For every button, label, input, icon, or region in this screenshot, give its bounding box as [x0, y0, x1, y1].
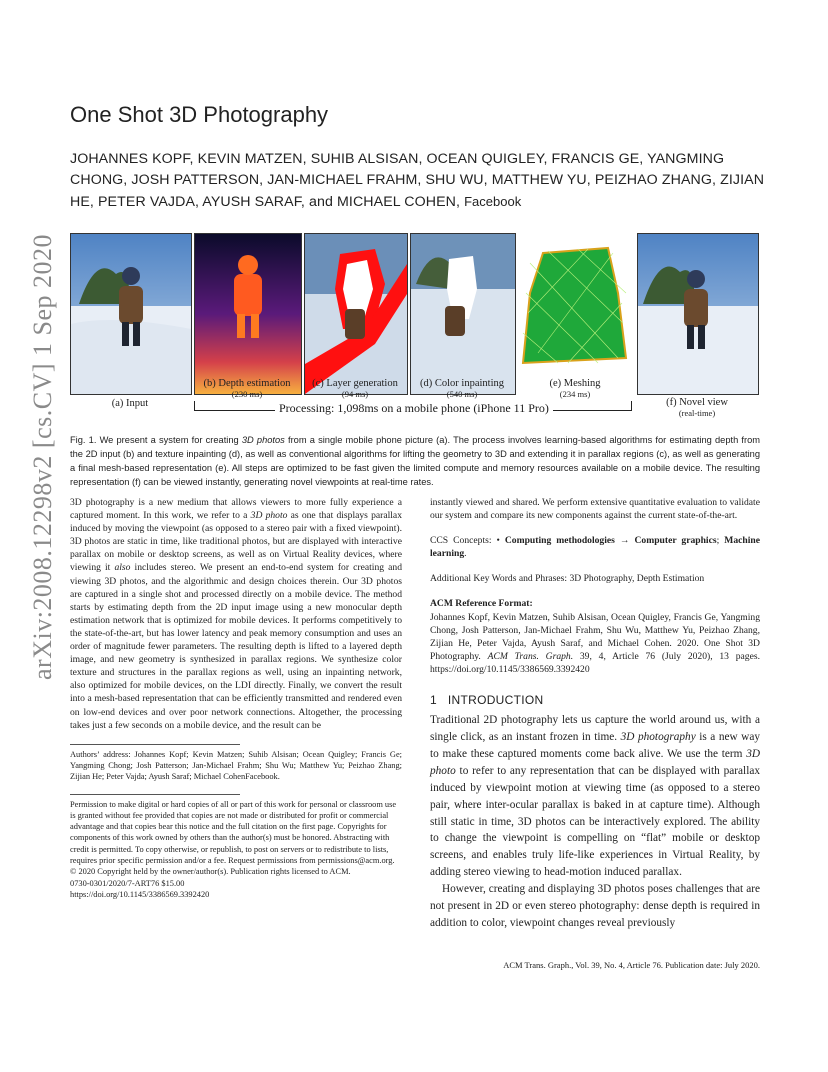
processing-label: Processing: 1,098ms on a mobile phone (iPhone 11 Pro): [275, 401, 553, 416]
caption-inpainting: [410, 378, 514, 399]
caption-input: (a) Input: [111, 398, 149, 409]
caption-layers: [304, 378, 406, 399]
abstract-text-3: includes stereo. We present an end-to-end system for creating and viewing 3D photos, and the algorithmic and design choices therein. Our 3D photos are captured in a single shot and processed directly on a mobile device. The method starts by estimating depth from the 2D input image using a new monocular depth estimation network that is optimized for mobile devices. It performs competitively to the state-of-the-art, but has lower latency and peak memory consumption and uses an order of magnitude fewer parameters. The resulting depth is lifted to a layered depth image, and new geometry is synthesized in parallax regions. We synthesize color texture and structures in the parallax regions as well, using an inpainting network, also optimized for mobile devices, on the LDI directly. Finally, we convert the result into a mesh-based representation that can be efficiently transmitted and rendered even on low-end devices and over poor network connections. Altogether, the processing takes just a few seconds on a mobile device, and the result can be: [70, 562, 403, 731]
figure-panel-meshing: [518, 233, 632, 393]
caption-meshing-time: (234 ms): [559, 389, 591, 399]
figure-panel-input: [70, 233, 192, 395]
caption-novel-view: [637, 397, 757, 418]
figure-panel-novel-view: [637, 233, 759, 395]
figure-caption-prefix: Fig. 1. We present a system for creating: [70, 435, 242, 445]
intro-paragraph-2: However, creating and displaying 3D photos poses challenges that are not present in 2D or even stereo photography: dense depth is required in addition to color, viewpoint changes reveal previously: [430, 883, 760, 929]
caption-inpainting-time: (540 ms): [446, 389, 478, 399]
caption-inpainting-label: (d) Color inpainting: [420, 378, 504, 389]
author-list: [70, 149, 765, 213]
figure-caption-em: 3D photos: [241, 435, 285, 445]
keywords: Additional Key Words and Phrases: 3D Photography, Depth Estimation: [430, 573, 705, 585]
page-footer: ACM Trans. Graph., Vol. 39, No. 4, Article 76. Publication date: July 2020.: [503, 960, 760, 970]
caption-depth-label: (b) Depth estimation: [203, 378, 291, 389]
section-heading-introduction: [430, 694, 760, 707]
intro-text-1: Traditional 2D photography lets us capture the world around us, with a single click, as an instant frozen in time.: [430, 714, 760, 744]
figure-caption: [70, 433, 760, 489]
figure-panel-inpainting: [410, 233, 516, 395]
right-column: [430, 496, 760, 932]
figure-panel-depth: [194, 233, 302, 395]
intro-em-1: 3D photography: [620, 731, 696, 744]
caption-depth-time: (230 ms): [231, 389, 263, 399]
acm-ref-journal: ACM Trans. Graph.: [487, 650, 574, 662]
ccs-end: .: [464, 548, 467, 560]
left-column: [70, 496, 402, 900]
ccs-label: CCS Concepts: •: [430, 535, 505, 547]
issn-line: 0730-0301/2020/7-ART76 $15.00: [70, 878, 185, 888]
figure-panel-layers: [304, 233, 408, 395]
ccs-term-1: Computing methodologies → Computer graphics: [504, 535, 717, 547]
intro-paragraph-1: [430, 712, 760, 881]
section-number: 1: [430, 693, 437, 708]
intro-em-2: 3D photo: [430, 747, 760, 777]
ccs-separator: ;: [716, 535, 725, 547]
permission-divider: [70, 794, 240, 795]
address-divider: [70, 744, 240, 745]
paper-title: One Shot 3D Photography: [70, 102, 329, 127]
acm-ref-heading: ACM Reference Format:: [430, 598, 533, 610]
doi-line[interactable]: https://doi.org/10.1145/3386569.3392420: [70, 889, 210, 899]
author-affiliation: Facebook: [464, 194, 522, 209]
abstract-text-2: as one that displays parallax induced by moving the viewpoint (as opposed to a stereo pair with a fixed viewpoint). 3D photos are static in time, like traditional photos, but are displayed with interactive parallax on mobile or desktop screens, as well as on Virtual Reality devices, where viewing it: [70, 510, 402, 574]
arxiv-id-text: arXiv:2008.12298v2 [cs.CV] 1 Sep 2020: [28, 233, 57, 680]
caption-novel-view-label: (f) Novel view: [666, 397, 728, 408]
caption-meshing: [518, 378, 632, 399]
arxiv-stamp: [28, 233, 57, 700]
caption-layers-time: (94 ms): [341, 389, 369, 399]
caption-meshing-label: (e) Meshing: [549, 378, 601, 389]
author-names: JOHANNES KOPF, KEVIN MATZEN, SUHIB ALSISAN, OCEAN QUIGLEY, FRANCIS GE, YANGMING CHONG, JOSH PATTERSON, JAN-MICHAEL FRAHM, SHU WU, MATTHEW YU, PEIZHAO ZHANG, ZIJIAN HE, PETER VAJDA, AYUSH SARAF, and MICHAEL COHEN,: [70, 151, 765, 210]
authors-address: Authors’ address: Johannes Kopf; Kevin Matzen; Suhib Alsisan; Ocean Quigley; Francis Ge; Yangming Chong; Josh Patterson; Jan-Michael Frahm; Shu Wu; Matthew Yu; Peizhao Zhang; Zijian He; Peter Vajda; Ayush Saraf; Michael CohenFacebook.: [70, 749, 402, 782]
caption-novel-view-time: (real-time): [678, 408, 716, 418]
acm-ref-text-2: 39, 4, Article 76 (July 2020), 13 pages. https://doi.org/10.1145/3386569.3392420: [430, 650, 760, 675]
acm-ref-text-1: Johannes Kopf, Kevin Matzen, Suhib Alsisan, Ocean Quigley, Francis Ge, Yangming Chong, Josh Patterson, Jan-Michael Frahm, Shu Wu, Matthew Yu, Peizhao Zhang, Zijian He, Peter Vajda, Ayush Saraf, and Michael Cohen. 2020. One Shot 3D Photography.: [430, 611, 760, 662]
intro-text-2: is a new way to make these captured moments come back alive. We use the term: [430, 731, 760, 760]
abstract-paragraph: [70, 496, 402, 732]
acm-ref-text: [430, 611, 760, 676]
abstract-text-1: 3D photography is a new medium that allows viewers to more fully experience a captured moment. In this work, we refer to a: [70, 497, 402, 522]
figure-caption-rest: from a single mobile phone picture (a). The process involves learning-based algorithms for estimating depth from the 2D input (b) and texture inpainting (d), as well as conventional algorithms for lifting the geometry to 3D and extending it in parallax regions (c), as well as generating a final mesh-based representation (e). All steps are optimized to be fast given the limited compute and memory resources available on a mobile device. The resulting representation (f) can be viewed instantly, generating novel viewpoints at real-time rates.: [70, 435, 760, 487]
abstract-em-2: also: [114, 562, 131, 574]
copyright-notice: © 2020 Copyright held by the owner/author(s). Publication rights licensed to ACM.: [70, 867, 351, 877]
ccs-concepts: [430, 534, 760, 560]
abstract-em-1: 3D photo: [250, 510, 288, 522]
intro-text-3: to refer to any representation that can be displayed with parallax induced by viewpoint motion at viewing time (as opposed to a stereo pair, where inter-ocular parallax is baked in at capture time). Although still static in time, 3D photos can be interactively explored. The ability to change the viewpoint is compelling on “flat” mobile or desktop screens, and enables truly life-like experiences in Virtual Reality, by adding stereo viewing to head-motion induced parallax.: [430, 764, 760, 879]
caption-layers-label: (c) Layer generation: [312, 378, 398, 389]
permission-notice: Permission to make digital or hard copies of all or part of this work for personal or classroom use is granted without fee provided that copies are not made or distributed for profit or commercial advantage and that copies bear this notice and the full citation on the first page. Copyrights for components of this work owned by others than the author(s) must be honored. Abstracting with credit is permitted. To copy otherwise, or republish, to post on servers or to redistribute to lists, requires prior specific permission and/or a fee. Request permissions from permissions@acm.org.: [70, 799, 397, 866]
section-title: INTRODUCTION: [447, 693, 544, 708]
abstract-continued: instantly viewed and shared. We perform extensive quantitative evaluation to validate our system and compare its new components against the current state-of-the-art.: [430, 497, 760, 522]
caption-depth: [194, 378, 300, 399]
ccs-term-2: Machine learning: [430, 535, 760, 560]
